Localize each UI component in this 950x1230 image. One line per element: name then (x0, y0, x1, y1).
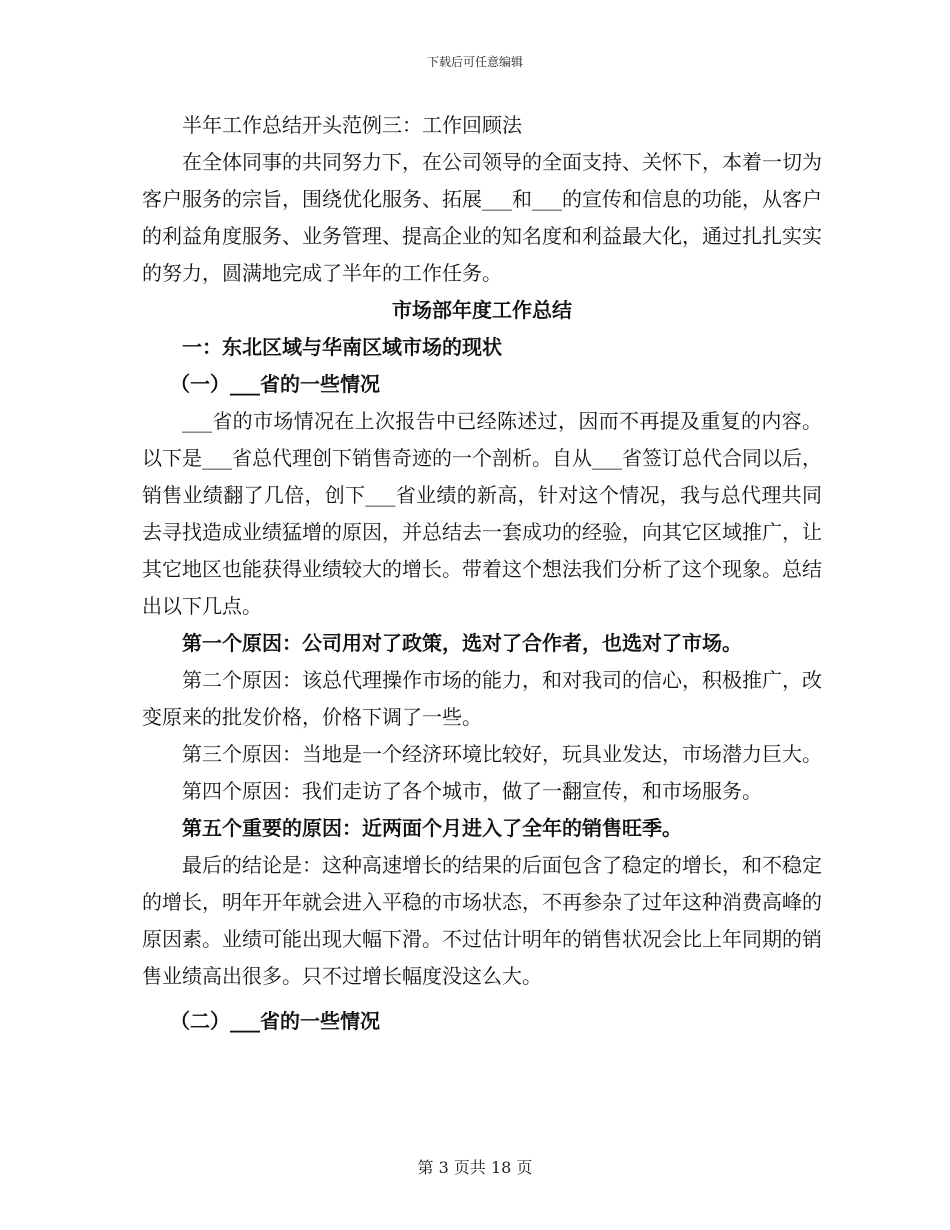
reason-4: 第四个原因：我们走访了各个城市，做了一翻宣传，和市场服务。 (182, 779, 762, 803)
heading-level-2-first: （一）___省的一些情况 (170, 372, 380, 396)
paragraph-intro: 在全体同事的共同努力下，在公司领导的全面支持、关怀下，本着一切为客户服务的宗旨，围绕优化服务、拓展___和___的宣传和信息的功能，从客户的利益角度服务、业务管理、提高企业的知名度和利益最大化，通过扎扎实实的努力，圆满地完成了半年的工作任务。 (142, 150, 822, 285)
reason-1: 第一个原因：公司用对了政策，选对了合作者，也选对了市场。 (182, 631, 742, 655)
document-body (142, 107, 822, 1040)
document-title: 市场部年度工作总结 (392, 298, 572, 322)
page-footer: 第 3 页共 18 页 (417, 1158, 533, 1177)
section-heading-example: 半年工作总结开头范例三：工作回顾法 (182, 113, 522, 137)
heading-level-2-second: （二）___省的一些情况 (170, 1009, 380, 1033)
reason-2: 第二个原因：该总代理操作市场的能力，和对我司的信心，积极推广，改变原来的批发价格，价格下调了一些。 (142, 668, 822, 729)
paragraph-conclusion: 最后的结论是：这种高速增长的结果的后面包含了稳定的增长，和不稳定的增长，明年开年就会进入平稳的市场状态，不再参杂了过年这种消费高峰的原因素。业绩可能出现大幅下滑。不过估计明年的销售状况会比上年同期的销售业绩高出很多。只不过增长幅度没这么大。 (142, 853, 822, 988)
heading-level-1: 一：东北区域与华南区域市场的现状 (182, 335, 502, 359)
page-header: 下载后可任意编辑 (426, 55, 523, 69)
reason-5: 第五个重要的原因：近两面个月进入了全年的销售旺季。 (182, 816, 682, 840)
paragraph-market-analysis: ___省的市场情况在上次报告中已经陈述过，因而不再提及重复的内容。以下是___省总代理创下销售奇迹的一个剖析。自从___省签订总代合同以后，销售业绩翻了几倍，创下___省业绩的新高，针对这个情况，我与总代理共同去寻找造成业绩猛增的原因，并总结去一套成功的经验，向其它区域推广，让其它地区也能获得业绩较大的增长。带着这个想法我们分析了这个现象。总结出以下几点。 (142, 409, 822, 618)
reason-3: 第三个原因：当地是一个经济环境比较好，玩具业发达，市场潜力巨大。 (182, 742, 822, 766)
spacer (142, 995, 822, 1003)
